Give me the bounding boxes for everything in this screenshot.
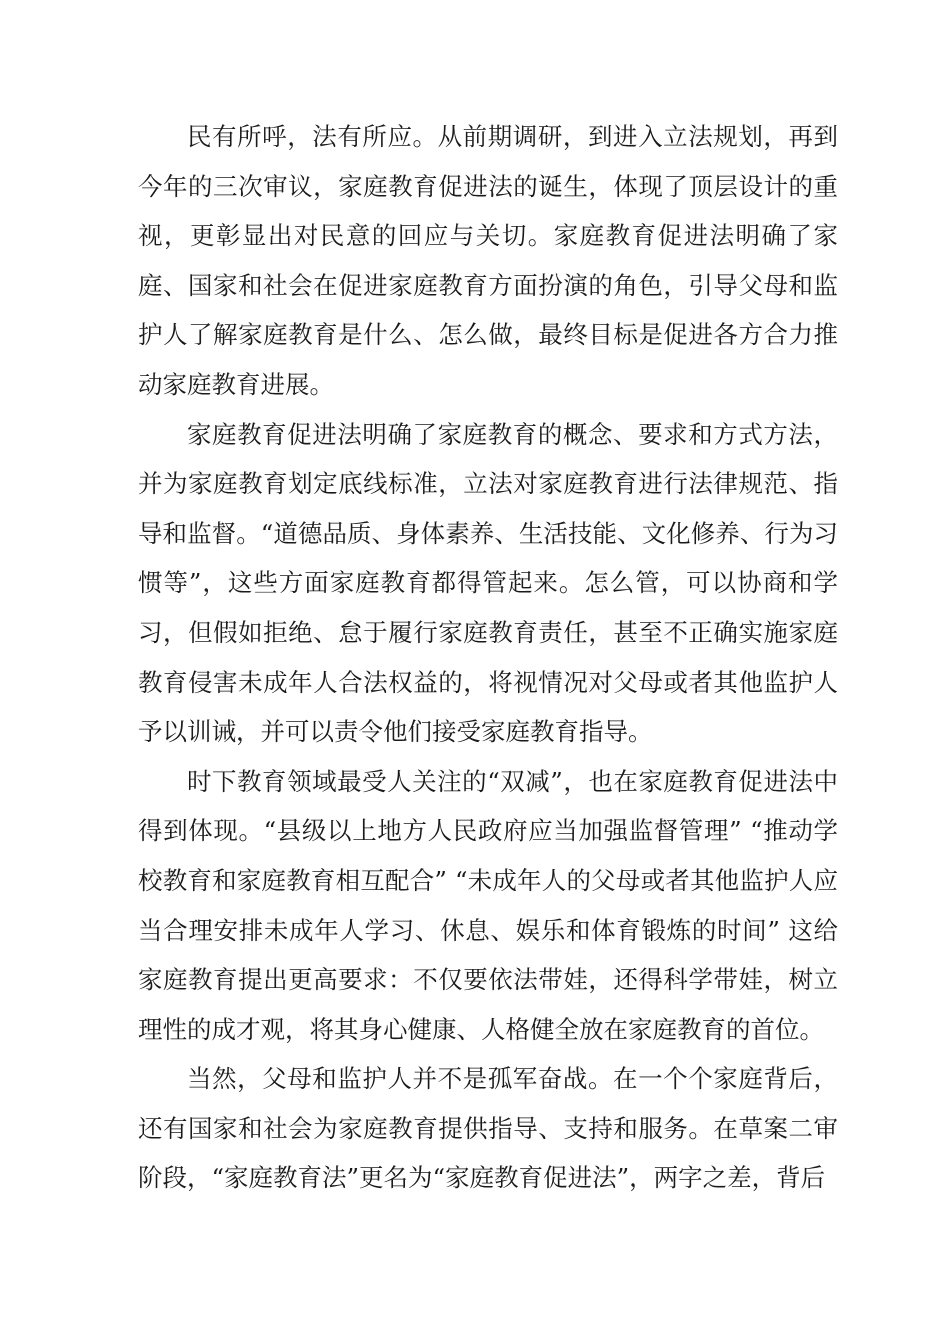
paragraph: 家庭教育促进法明确了家庭教育的概念、要求和方式方法，并为家庭教育划定底线标准，立法对家庭教育进行法律规范、指导和监督。“道德品质、身体素养、生活技能、文化修养、行为习惯等”，这些方面家庭教育都得管起来。怎么管，可以协商和学习，但假如拒绝、怠于履行家庭教育责任，甚至不正确实施家庭教育侵害未成年人合法权益的，将视情况对父母或者其他监护人予以训诫，并可以责令他们接受家庭教育指导。 — [138, 419, 838, 747]
paragraph: 时下教育领域最受人关注的“双减”，也在家庭教育促进法中得到体现。“县级以上地方人民政府应当加强监督管理” “推动学校教育和家庭教育相互配合” “未成年人的父母或者其他监护人应当合理安排未成年人学习、休息、娱乐和体育锻炼的时间” 这给家庭教育提出更高要求：不仅要依法带娃，还得科学带娃，树立理性的成才观，将其身心健康、人格健全放在家庭教育的首位。 — [138, 766, 838, 1044]
paragraph: 当然，父母和监护人并不是孤军奋战。在一个个家庭背后，还有国家和社会为家庭教育提供指导、支持和服务。在草案二审阶段，“家庭教育法”更名为“家庭教育促进法”，两字之差，背后 — [138, 1064, 838, 1193]
paragraph: 民有所呼，法有所应。从前期调研，到进入立法规划，再到今年的三次审议，家庭教育促进法的诞生，体现了顶层设计的重视，更彰显出对民意的回应与关切。家庭教育促进法明确了家庭、国家和社会在促进家庭教育方面扮演的角色，引导父母和监护人了解家庭教育是什么、怎么做，最终目标是促进各方合力推动家庭教育进展。 — [138, 122, 838, 399]
document-body — [138, 112, 838, 1203]
